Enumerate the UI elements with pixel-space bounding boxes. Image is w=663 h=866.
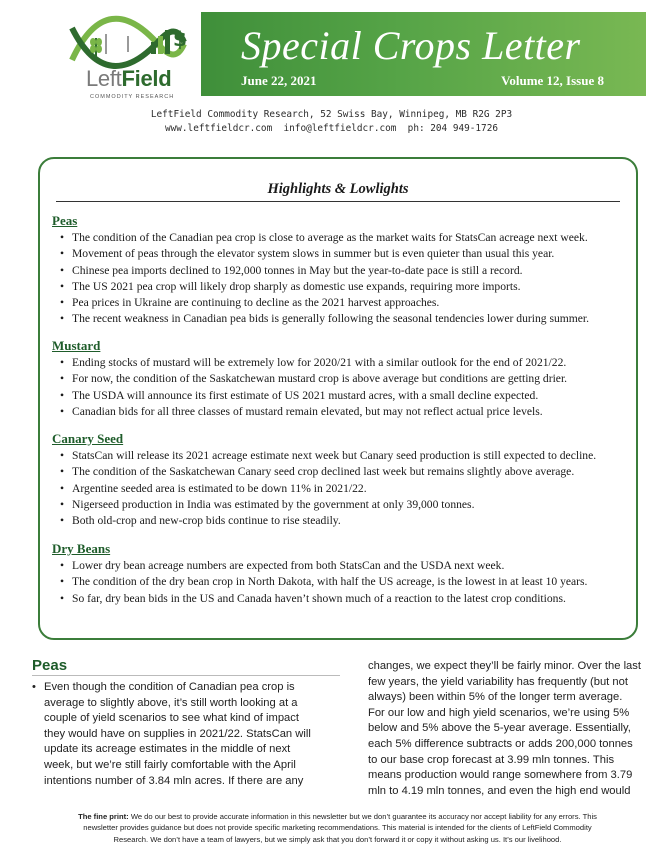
article-column-left <box>30 680 342 789</box>
article-column-right <box>368 659 645 799</box>
text-line: mln to 4.19 mln tonnes, and even the high end would <box>368 784 631 797</box>
highlights-section-canary-seed <box>52 431 628 529</box>
text-line: For our low and high yield scenarios, we’re using 5% <box>368 706 630 719</box>
text-line: always) been within 5% of the longer term average. <box>368 691 623 704</box>
heading-rule <box>32 675 340 676</box>
contact-info <box>0 108 663 136</box>
bullet-item: • Argentine seeded area is estimated to be down 11% in 2021/22. <box>52 481 628 497</box>
bullet-item: • The USDA will announce its first estimate of US 2021 mustard acres, with a small decline expected. <box>52 388 628 404</box>
newsletter-title: Special Crops Letter <box>241 23 581 68</box>
bullet-item: • Ending stocks of mustard will be extremely low for 2020/21 with a similar outlook for the end of 2021/22. <box>52 355 628 371</box>
bullet-item: • Canadian bids for all three classes of mustard remain elevated, but may not reflect actual price levels. <box>52 404 628 420</box>
dollar-sign-icon <box>172 26 188 52</box>
svg-text:$: $ <box>173 27 187 51</box>
bullet-item: • The condition of the dry bean crop in North Dakota, with half the US acreage, is the lowest in at least 10 years. <box>52 574 628 590</box>
article-heading: Peas <box>32 657 68 674</box>
bullet-item: • The condition of the Canadian pea crop is close to average as the market waits for StatsCan acreage next week. <box>52 230 628 246</box>
text-line: update its acreage estimates in the middle of next <box>44 743 291 756</box>
highlights-box <box>38 157 638 640</box>
text-line: means production would range somewhere from 3.79 <box>368 769 633 782</box>
fine-print-text <box>40 811 635 845</box>
text-line: average to slightly above, it’s still worth looking at a <box>44 696 298 709</box>
highlights-section-mustard <box>52 338 628 420</box>
bullet-item: • Nigerseed production in India was estimated by the government at only 39,000 tonnes. <box>52 497 628 513</box>
text-line: week, but we’re still fairly comfortable with the April <box>44 758 296 771</box>
address-line: LeftField Commodity Research, 52 Swiss Bay, Winnipeg, MB R2G 2P3 <box>150 109 513 120</box>
text-line: intentions number of 3.84 mln acres. If there are any <box>44 774 304 787</box>
text-line: few years, the yield variability has frequently (but not <box>368 675 628 688</box>
bar-chart-icon <box>150 28 172 54</box>
bullet-item: • Movement of peas through the elevator system slows in summer but is even quieter than usual this year. <box>52 246 628 262</box>
bullet-item: • Lower dry bean acreage numbers are expected from both StatsCan and the USDA next week. <box>52 558 628 574</box>
bullet-item: • The recent weakness in Canadian pea bids is generally following the seasonal tendencies lower during summer. <box>52 311 628 327</box>
bullet-item: • The US 2021 pea crop will likely drop sharply as domestic use expands, requiring more imports. <box>52 279 628 295</box>
fine-print-line: newsletter provides guidance but does not provide specific marketing recommendations. This material is intended for the clients of LeftField Commodity <box>83 823 592 833</box>
highlights-section-peas <box>52 213 628 328</box>
text-line: below and 5% above the 5-year average. Essentially, <box>368 722 631 735</box>
issue-volume: Volume 12, Issue 8 <box>501 73 604 88</box>
text-line: • Even though the condition of Canadian pea crop is <box>44 681 295 693</box>
fine-print-line: Research. We don’t have a team of lawyers, but we simply ask that you don’t forward it or copy it without asking us. It’s our livelihood. <box>113 834 562 844</box>
text-line: changes, we expect they’ll be fairly minor. Over the last <box>368 660 641 672</box>
bullet-item: • Chinese pea imports declined to 192,000 tonnes in May but the year-to-date pace is still a record. <box>52 263 628 279</box>
wheat-icon <box>86 34 106 58</box>
highlights-title: Highlights & Lowlights <box>56 181 620 202</box>
highlights-section-dry-beans <box>52 541 628 607</box>
logo-subtitle: COMMODITY RESEARCH <box>90 94 175 100</box>
article-paragraph <box>30 680 342 789</box>
web-contact-line: www.leftfieldcr.com info@leftfieldcr.com ph: 204 949-1726 <box>164 123 498 134</box>
text-line: they would have on supplies in 2021/22. StatsCan will <box>44 727 311 740</box>
bullet-item: • For now, the condition of the Saskatchewan mustard crop is above average but conditions are getting drier. <box>52 371 628 387</box>
section-heading: Mustard <box>52 338 101 353</box>
bullet-item: • Pea prices in Ukraine are continuing to decline as the 2021 harvest approaches. <box>52 295 628 311</box>
text-line: couple of yield scenarios to see what kind of impact <box>44 712 299 725</box>
text-line: to our base crop forecast at 3.99 mln tonnes. This <box>368 753 615 766</box>
bullet-item: • StatsCan will release its 2021 acreage estimate next week but Canary seed production is still expected to decline. <box>52 448 628 464</box>
leftfield-logo <box>66 14 196 100</box>
fine-print-line: We do our best to provide accurate information in this newsletter but we don’t guarantee its accuracy nor accept liability for any errors. This <box>130 812 597 821</box>
logo-wordmark: LeftField <box>86 66 172 91</box>
bullet-item: • So far, dry bean bids in the US and Canada haven’t shown much of a reaction to the latest crop conditions. <box>52 591 628 607</box>
fine-print-footer <box>0 806 663 866</box>
issue-date: June 22, 2021 <box>241 73 317 88</box>
text-line: each 5% difference subtracts or adds 200,000 tonnes <box>368 737 633 750</box>
title-banner <box>201 12 646 96</box>
fine-print-label: The fine print: <box>78 812 129 821</box>
section-heading: Canary Seed <box>52 431 124 446</box>
section-heading: Peas <box>52 213 78 228</box>
bullet-item: • Both old-crop and new-crop bids continue to rise steadily. <box>52 513 628 529</box>
section-heading: Dry Beans <box>52 541 111 556</box>
bullet-item: • The condition of the Saskatchewan Canary seed crop declined last week but remains slightly above average. <box>52 464 628 480</box>
